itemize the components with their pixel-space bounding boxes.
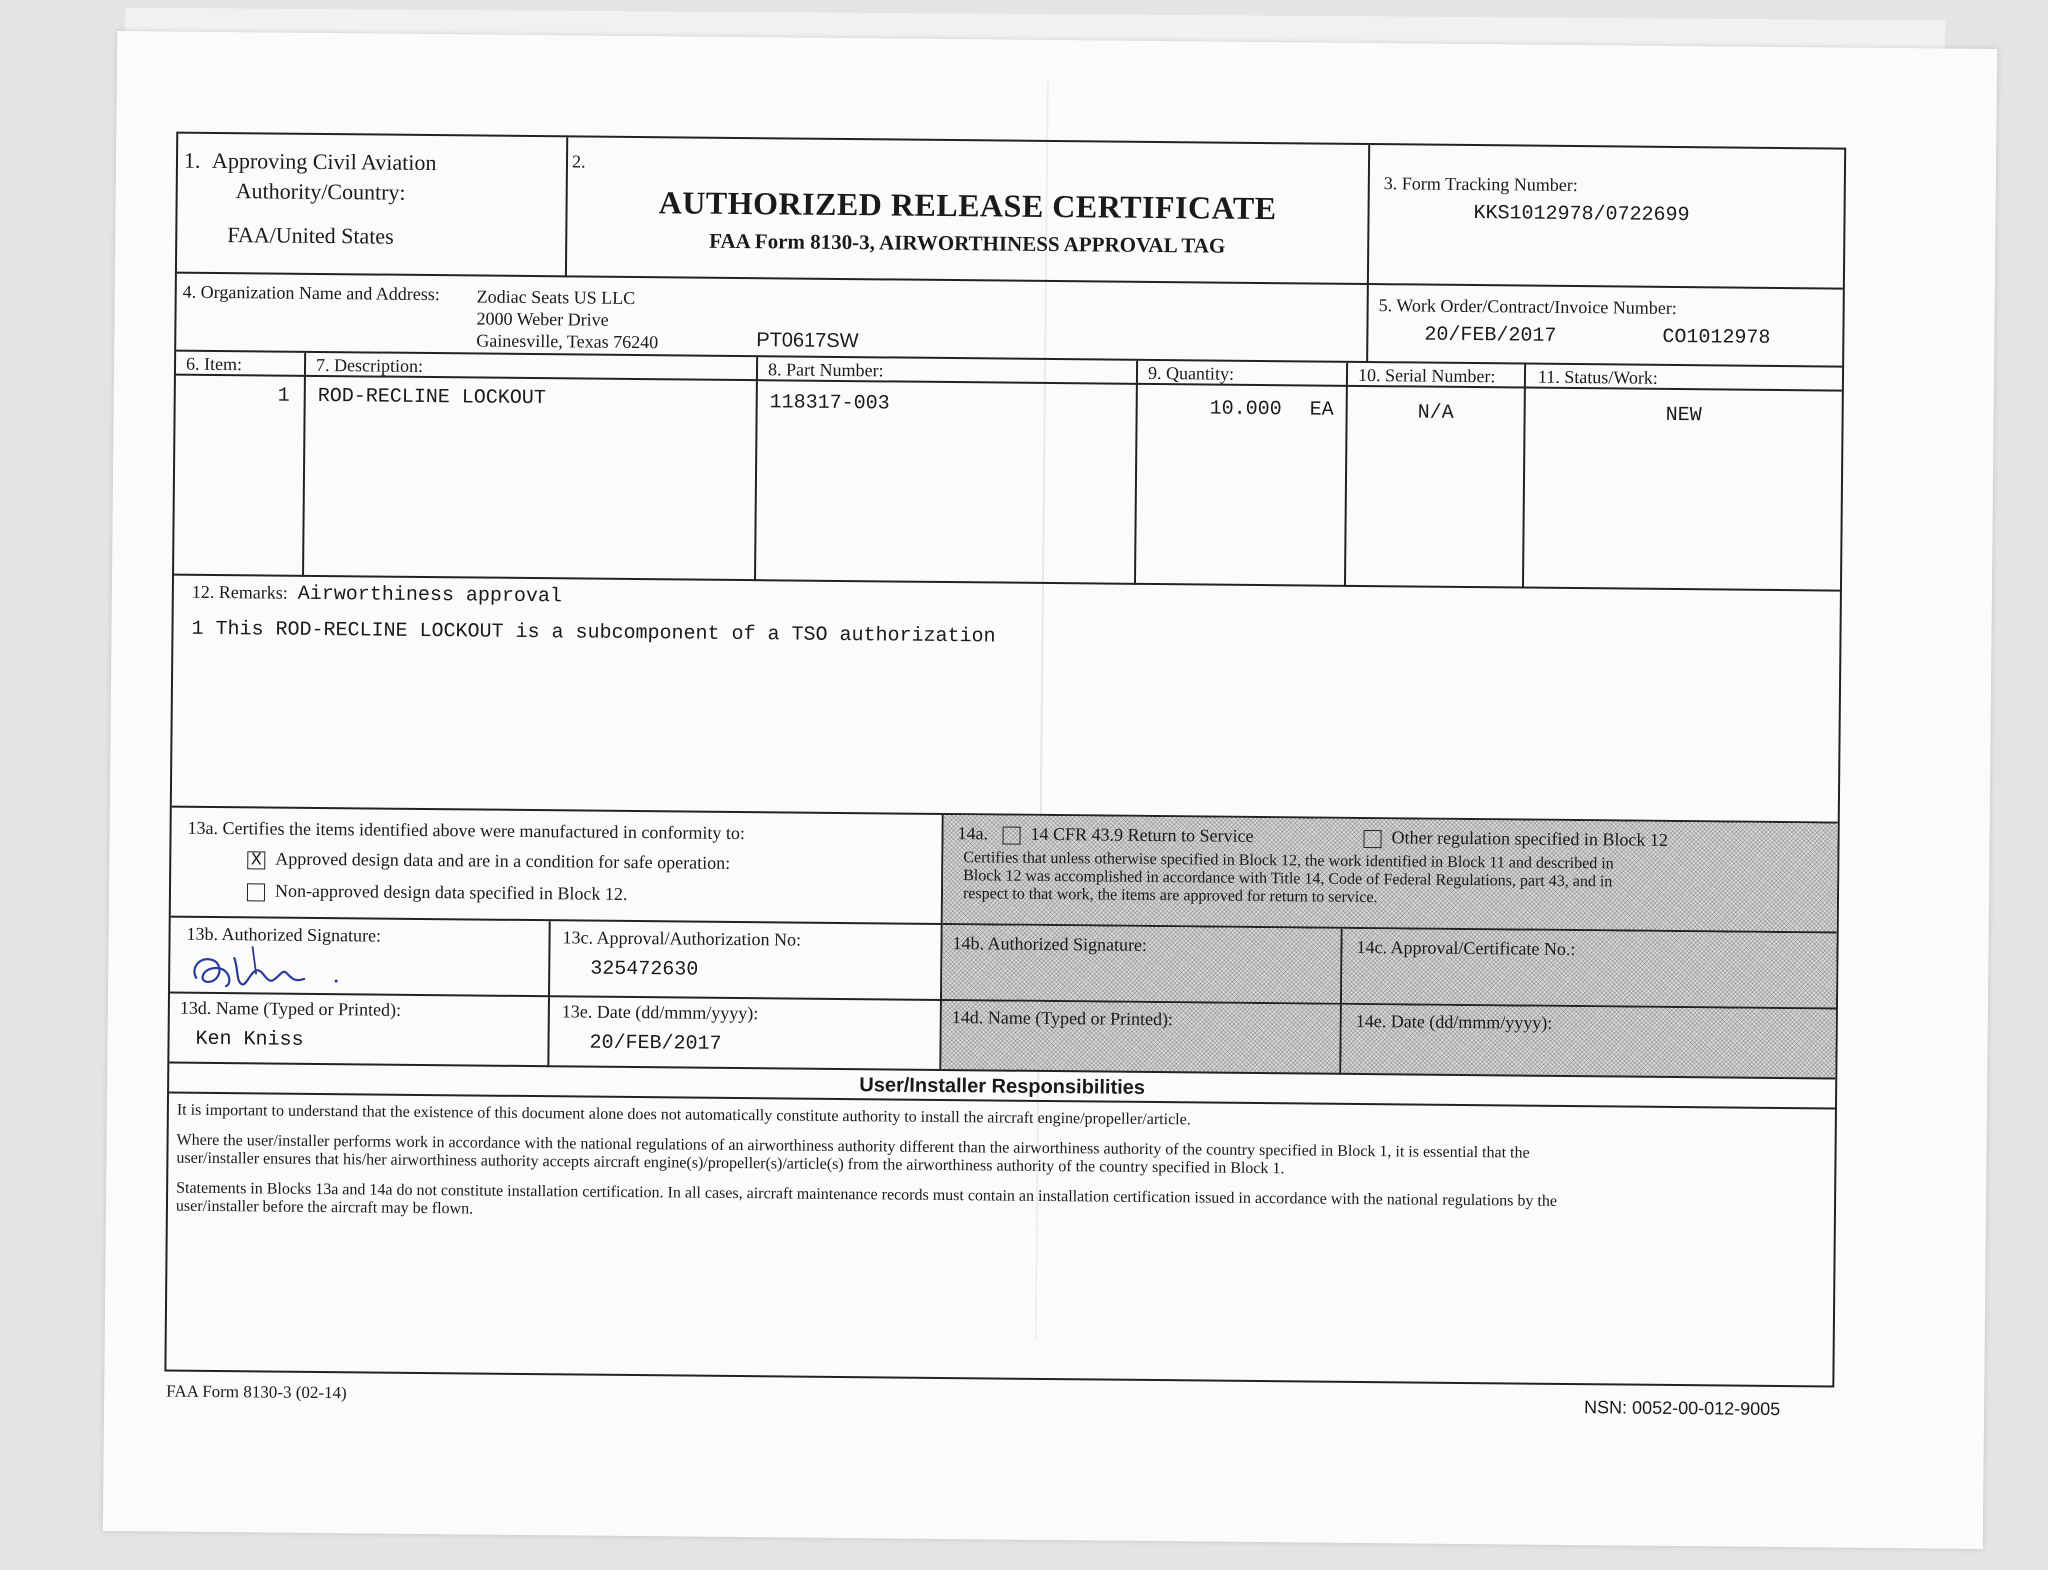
certificate-title: AUTHORIZED RELEASE CERTIFICATE bbox=[658, 184, 1277, 227]
block-14e-label: 14e. Date (dd/mmm/yyyy): bbox=[1355, 1010, 1553, 1033]
block-13d bbox=[169, 994, 550, 1068]
work-order-label: 5. Work Order/Contract/Invoice Number: bbox=[1378, 295, 1677, 318]
block-14b-label: 14b. Authorized Signature: bbox=[952, 933, 1148, 955]
col-item-label: 6. Item: bbox=[185, 353, 243, 375]
responsibilities-p2: Where the user/installer performs work in accordance with the national regulations of an airworthiness authority different than the airworthiness authority of the country specified in Block 1, it is essential that the user/installer ensures that his/her airworthiness authority accepts aircraft engine(s)/propeller(s)/article(s) from the airworthiness authority of the country specified in Block 1. bbox=[176, 1131, 1530, 1178]
return-to-service-checkbox[interactable] bbox=[1002, 826, 1020, 844]
signer-name: Ken Kniss bbox=[195, 1027, 304, 1052]
organization-name: Zodiac Seats US LLC bbox=[476, 286, 636, 308]
item-quantity: 10.000 bbox=[1209, 397, 1282, 422]
col-serial-label: 10. Serial Number: bbox=[1357, 364, 1496, 387]
organization-city: Gainesville, Texas 76240 bbox=[476, 330, 659, 353]
block-1-number: 1. bbox=[183, 147, 201, 173]
other-regulation-label: Other regulation specified in Block 12 bbox=[1391, 827, 1669, 850]
item-part-number: 118317-003 bbox=[769, 391, 890, 416]
responsibilities-p1: It is important to understand that the existence of this document alone does not automatically constitute authority to install the aircraft engine/propeller/article. bbox=[176, 1101, 1191, 1129]
block-13c bbox=[550, 921, 943, 1001]
serial-cell bbox=[1346, 387, 1526, 589]
col-item-header bbox=[176, 352, 306, 377]
block-14d-label: 14d. Name (Typed or Printed): bbox=[951, 1007, 1174, 1030]
col-status-label: 11. Status/Work: bbox=[1537, 366, 1658, 388]
block-2 bbox=[567, 137, 1370, 285]
block-12-remarks bbox=[172, 576, 1840, 824]
item-unit: EA bbox=[1309, 398, 1334, 422]
certification-date: 20/FEB/2017 bbox=[589, 1031, 722, 1056]
non-approved-design-label: Non-approved design data specified in Block 12. bbox=[274, 880, 628, 904]
item-status: NEW bbox=[1665, 403, 1702, 428]
block-14a-label: 14a. bbox=[957, 823, 989, 844]
organization-street: 2000 Weber Drive bbox=[476, 308, 609, 330]
col-part-number-header bbox=[758, 357, 1138, 385]
remarks-title: Airworthiness approval bbox=[297, 582, 562, 609]
item-description: ROD-RECLINE LOCKOUT bbox=[317, 384, 546, 411]
non-approved-design-option[interactable] bbox=[247, 880, 628, 905]
form-identifier: FAA Form 8130-3 (02-14) bbox=[166, 1381, 347, 1403]
approving-authority-value: FAA/United States bbox=[227, 222, 394, 249]
block-3 bbox=[1369, 145, 1844, 290]
block-13d-label: 13d. Name (Typed or Printed): bbox=[179, 997, 402, 1020]
block-13b bbox=[170, 918, 551, 998]
description-cell bbox=[304, 377, 758, 581]
work-order-date: 20/FEB/2017 bbox=[1424, 323, 1557, 348]
certificate-subtitle: FAA Form 8130-3, AIRWORTHINESS APPROVAL TAG bbox=[709, 228, 1226, 258]
approved-design-option[interactable] bbox=[247, 848, 730, 874]
block-1 bbox=[177, 134, 568, 278]
non-approved-design-checkbox[interactable] bbox=[247, 883, 265, 901]
form-tracking-number: KKS1012978/0722699 bbox=[1473, 202, 1690, 228]
authorized-signature bbox=[186, 938, 367, 996]
col-quantity-label: 9. Quantity: bbox=[1147, 362, 1235, 384]
block-1-title-line2: Authority/Country: bbox=[235, 178, 406, 205]
block-14c bbox=[1342, 929, 1837, 1010]
responsibilities-heading: User/Installer Responsibilities bbox=[859, 1074, 1146, 1099]
block-13c-label: 13c. Approval/Authorization No: bbox=[562, 927, 802, 950]
block-14b bbox=[942, 925, 1343, 1005]
block-14c-label: 14c. Approval/Certificate No.: bbox=[1356, 936, 1576, 960]
quantity-cell bbox=[1136, 385, 1348, 587]
part-number-cell bbox=[756, 381, 1138, 585]
work-order-number: CO1012978 bbox=[1662, 325, 1771, 350]
block-14e bbox=[1341, 1005, 1836, 1080]
item-serial: N/A bbox=[1417, 401, 1454, 425]
remarks-label: 12. Remarks: bbox=[191, 581, 288, 603]
block-4 bbox=[176, 274, 1369, 363]
remarks-text: 1 This ROD-RECLINE LOCKOUT is a subcomponent of a TSO authorization bbox=[191, 617, 996, 649]
block-13a-label: 13a. Certifies the items identified above were manufactured in conformity to: bbox=[187, 817, 745, 844]
form-tracking-label: 3. Form Tracking Number: bbox=[1383, 173, 1578, 196]
table-row bbox=[174, 376, 306, 577]
nsn-number: NSN: 0052-00-012-9005 bbox=[1584, 1397, 1781, 1420]
return-to-service-label: 14 CFR 43.9 Return to Service bbox=[1030, 823, 1254, 846]
organization-code: PT0617SW bbox=[756, 329, 859, 353]
form-8130-3 bbox=[164, 132, 1846, 1388]
block-14a bbox=[943, 815, 1838, 934]
col-part-number-label: 8. Part Number: bbox=[767, 359, 884, 381]
status-cell bbox=[1524, 389, 1842, 592]
block-13e-label: 13e. Date (dd/mmm/yyyy): bbox=[561, 1001, 759, 1024]
block-2-number: 2. bbox=[571, 151, 586, 172]
responsibilities-text bbox=[166, 1094, 1835, 1386]
approved-design-checkbox[interactable]: X bbox=[247, 851, 265, 869]
other-regulation-checkbox[interactable] bbox=[1363, 830, 1381, 848]
col-serial-header bbox=[1348, 363, 1526, 389]
block-14a-statement: Certifies that unless otherwise specified in Block 12, the work identified in Block 11 and described in Block 12 was accomplished in accordance with Title 14, Code of Federal Regulations, part 43, and in respect to that work, the items are approved for return to service. bbox=[962, 849, 1614, 907]
block-13e bbox=[549, 997, 942, 1071]
block-5 bbox=[1368, 285, 1843, 368]
certificate-sheet bbox=[103, 31, 1997, 1549]
col-quantity-header bbox=[1138, 361, 1348, 387]
item-number: 1 bbox=[277, 384, 290, 408]
block-14d bbox=[941, 1001, 1342, 1075]
block-13a bbox=[171, 808, 944, 925]
col-status-header bbox=[1526, 365, 1842, 392]
block-13b-label: 13b. Authorized Signature: bbox=[186, 923, 382, 946]
approved-design-label: Approved design data and are in a condition for safe operation: bbox=[275, 848, 731, 873]
block-1-title-line1: Approving Civil Aviation bbox=[211, 147, 437, 176]
organization-label: 4. Organization Name and Address: bbox=[182, 281, 440, 305]
responsibilities-p3: Statements in Blocks 13a and 14a do not constitute installation certification. In all cases, aircraft maintenance records must contain an installation certification issued in accordance with the national regulations by the user/installer before the aircraft may be flown. bbox=[175, 1179, 1558, 1218]
col-description-label: 7. Description: bbox=[315, 354, 424, 376]
approval-number: 325472630 bbox=[590, 957, 699, 982]
